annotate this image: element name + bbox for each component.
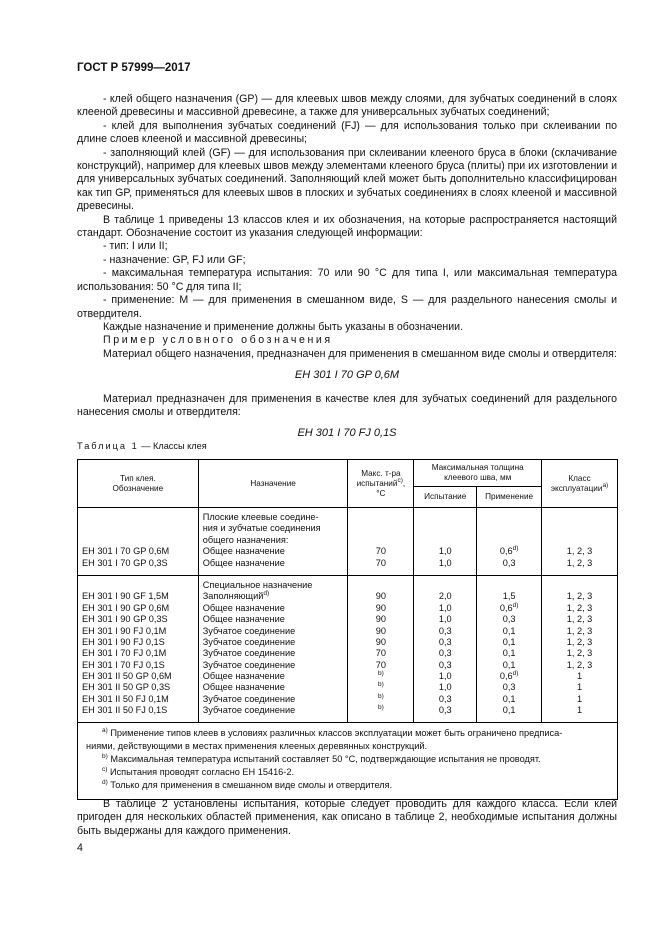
paragraph-table-intro: В таблице 1 приведены 13 классов клея и их обозначения, на которые распространяется настоящий стандарт. Обозначение состоит из указания следующей информации: <box>77 213 617 240</box>
page-number: 4 <box>77 842 83 854</box>
g1-purpose-cell: Плоские клеевые соедине- ния и зубчатые соединения общего назначения: Общее назначение Общее назначение <box>198 508 348 576</box>
table-caption-title: — Классы клея <box>138 441 207 451</box>
example-1-formula: ЕН 301 I 70 GP 0,6М <box>294 369 400 382</box>
list-temperature: - максимальная температура испытания: 70 или 90 °C для типа I, или максимальная температура использования: 50 °C для типа II; <box>77 267 617 293</box>
header-application: Применение <box>477 487 542 508</box>
g1-test-cell: 1,0 1,0 <box>414 508 477 576</box>
g1-class-cell: 1, 2, 3 1, 2, 3 <box>542 508 618 576</box>
footnote-a: $^{a)}$ Применение типов клеев в условиях различных классов эксплуатации может быть ограничено предписа- <box>102 726 563 738</box>
document-header: ГОСТ Р 57999—2017 <box>77 62 191 74</box>
header-service-class: Класс эксплуатации$^{a)}$ <box>542 460 618 508</box>
list-application: - применение: М — для применения в смешанном виде, S — для раздельного нанесения смолы и отвердителя. <box>77 294 617 320</box>
g2-test-cell: 2,0 1,0 1,0 0,3 0,3 0,3 0,3 1,0 1,0 0,3 0,3 <box>414 575 477 722</box>
example-2-formula: ЕН 301 I 70 FJ 0,1S <box>297 427 397 440</box>
adhesive-classes-table <box>77 459 618 800</box>
g2-purpose-cell: Специальное назначение Заполняющий$^{d)}$ Общее назначение Общее назначение Зубчатое соединение Зубчатое соединение Зубчатое соединение Зубчатое соединение Общее назначение Общее назначение Зубчатое соединение Зубчатое соединение <box>198 575 348 722</box>
footnote-a-cont: ниями, действующими в местах применения клееных деревянных конструкций. <box>86 740 428 751</box>
paragraph-gp: - клей общего назначения (GP) — для клеевых швов между слоями, для зубчатых соединений в слоях клееной древесины и массивной древесине, а также для универсальных зубчатых соединений; <box>77 93 617 119</box>
table-caption <box>77 441 207 451</box>
paragraph-fj: - клей для выполнения зубчатых соединений (FJ) — для использования только при склеивании по длине слоев клееной и массивной древесины; <box>77 119 617 146</box>
paragraph-gf: - заполняющий клей (GF) — для использования при склеивании клееного бруса в блоки (склачивание конструкций), например для клеевых швов между элементами клееного бруса (плиты) при их изготовлении и для универсальных зубчатых соединений. Заполняющий клей может быть дополнительно классифицирован как тип GP, применяться для клеевых швов в плоских и зубчатых соединениях в слоях клееной и массивной древесины. <box>77 146 618 213</box>
example-heading: Пример условного обозначения <box>103 334 333 347</box>
header-max-thickness: Максимальная толщина клеевого шва, мм <box>414 460 542 487</box>
paragraph-designation: Каждые назначение и применение должны быть указаны в обозначении. <box>103 320 464 333</box>
table-footnotes <box>78 722 618 799</box>
g1-temp-cell: 70 70 <box>348 508 414 576</box>
g1-type-cell: ЕН 301 I 70 GP 0,6М ЕН 301 I 70 GP 0,3S <box>78 508 199 576</box>
footnote-b: $^{b)}$ Максимальная температура испытаний составляет 50 °C, подтверждающие испытания не проводят. <box>102 753 541 765</box>
list-purpose: - назначение: GP, FJ или GF; <box>103 253 246 266</box>
footnote-c: $^{c)}$ Испытания проводят согласно ЕН 15416-2. <box>102 766 295 778</box>
g2-type-cell: ЕН 301 I 90 GF 1,5М ЕН 301 I 90 GP 0,6М ЕН 301 I 90 GP 0,3S ЕН 301 I 90 FJ 0,1М ЕН 301 I 90 FJ 0,1S ЕН 301 I 70 FJ 0,1М ЕН 301 I 70 FJ 0,1S ЕН 301 II 50 GP 0,6М ЕН 301 II 50 GP 0,3S ЕН 301 II 50 FJ 0,1М ЕН 301 II 50 FJ 0,1S <box>78 575 199 722</box>
header-max-temp: Макс. т-ра испытаний$^{c)}$, °C <box>348 460 414 508</box>
closing-paragraph: В таблице 2 установлены испытания, которые следует проводить для каждого класса. Если клей пригоден для нескольких областей применения, как описано в таблице 2, необходимые испытания должны быть выдержаны для каждого применения. <box>77 798 617 837</box>
g1-application-cell: 0,6$^{d)}$ 0,3 <box>477 508 542 576</box>
body-text <box>77 93 617 441</box>
example-2-text: Материал предназначен для применения в качестве клея для зубчатых соединений для раздельного нанесения смолы и отвердителя: <box>77 392 617 418</box>
example-1-text: Материал общего назначения, предназначен для применения в смешанном виде смолы и отвердителя: <box>103 347 617 360</box>
closing-text <box>77 798 617 838</box>
header-test: Испытание <box>414 487 477 508</box>
g2-application-cell: 1,5 0,6$^{d)}$ 0,3 0,1 0,1 0,1 0,1 0,6$^{d)}$ 0,3 0,1 0,1 <box>477 575 542 722</box>
table-caption-label: Таблица 1 <box>77 441 139 451</box>
footnote-d: $^{d)}$ Только для применения в смешанном виде смолы и отвердителя. <box>102 779 393 791</box>
list-type: - тип: I или II; <box>103 240 168 253</box>
g2-temp-cell: 90 90 90 90 90 70 70 $^{b)}$ $^{b)}$ $^{b)}$ $^{b)}$ <box>348 575 414 722</box>
header-purpose: Назначение <box>198 460 348 508</box>
g2-class-cell: 1, 2, 3 1, 2, 3 1, 2, 3 1, 2, 3 1, 2, 3 1, 2, 3 1, 2, 3 1 1 1 1 <box>542 575 618 722</box>
header-type: Тип клея. Обозначение <box>78 460 199 508</box>
